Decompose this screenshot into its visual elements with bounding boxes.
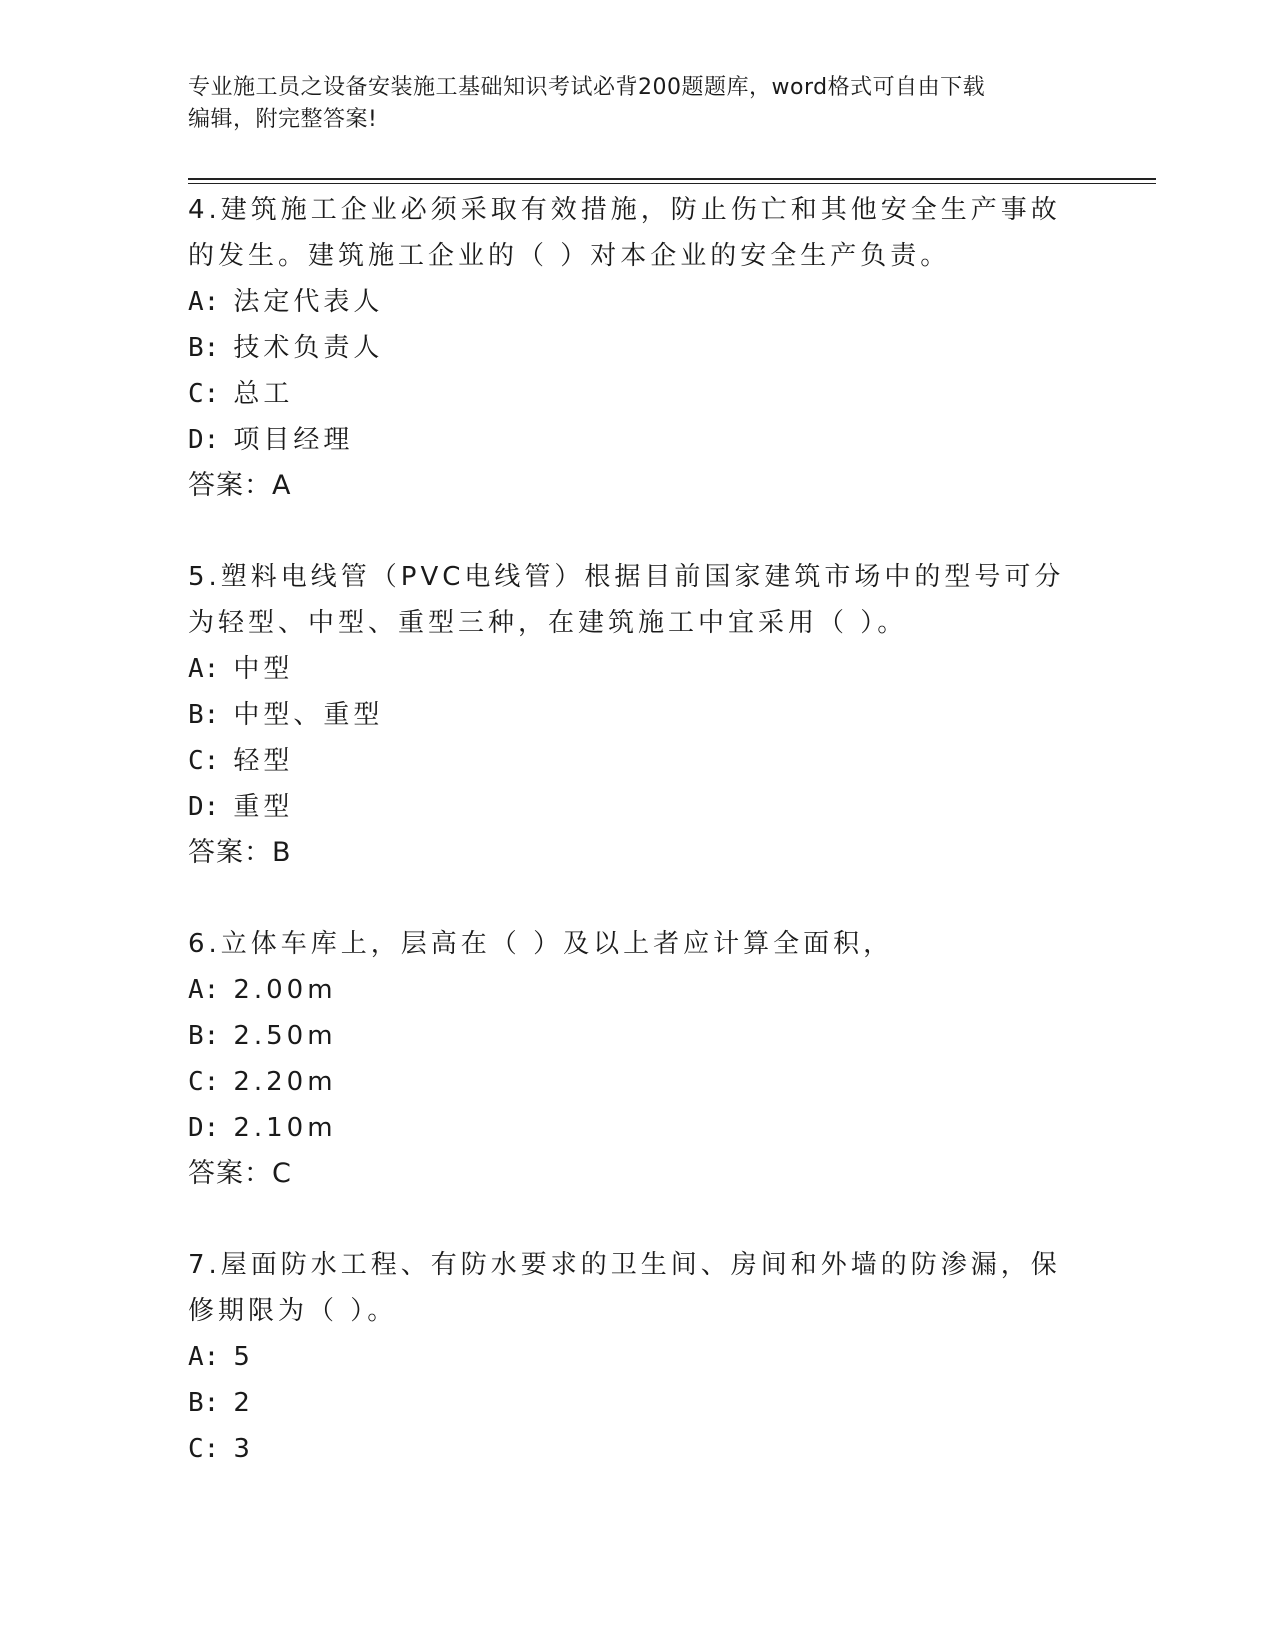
option-text: 总工 [233,379,294,409]
option-letter: D: [188,1113,220,1143]
question-stem: 7.屋面防水工程、有防水要求的卫生间、房间和外墙的防渗漏，保修期限为（ ）。 [188,1250,1061,1326]
header-line-2: 编辑，附完整答案! [188,107,378,132]
question-4 [188,187,1088,509]
option-a [188,279,1088,325]
option-letter: A: [188,975,220,1005]
option-a [188,1334,1088,1380]
option-letter: C: [188,1067,220,1097]
answer-value: A [272,470,292,501]
option-text: 中型 [233,654,294,684]
option-letter: B: [188,700,220,730]
option-letter: B: [188,1388,220,1418]
option-b [188,692,1088,738]
option-text: 项目经理 [233,425,354,455]
option-letter: D: [188,425,220,455]
option-b [188,1013,1088,1059]
option-text: 轻型 [233,746,294,776]
option-letter: A: [188,287,220,317]
option-text: 2 [233,1388,254,1418]
option-letter: A: [188,1342,220,1372]
option-text: 2.00m [233,975,337,1005]
answer-value: B [272,837,292,868]
option-a [188,967,1088,1013]
option-text: 中型、重型 [233,700,384,730]
option-a [188,646,1088,692]
option-b [188,1380,1088,1426]
answer-line [188,1151,1088,1197]
option-text: 2.10m [233,1113,337,1143]
answer-label: 答案： [188,837,272,868]
question-stem: 4.建筑施工企业必须采取有效措施，防止伤亡和其他安全生产事故的发生。建筑施工企业的（ ）对本企业的安全生产负责。 [188,195,1061,271]
question-stem: 5.塑料电线管（PVC电线管）根据目前国家建筑市场中的型号可分为轻型、中型、重型三种，在建筑施工中宜采用（ ）。 [188,562,1065,638]
option-text: 重型 [233,792,294,822]
option-c [188,738,1088,784]
answer-label: 答案： [188,470,272,501]
option-text: 2.20m [233,1067,337,1097]
option-d [188,784,1088,830]
option-letter: D: [188,792,220,822]
option-letter: B: [188,1021,220,1051]
option-b [188,325,1088,371]
option-text: 2.50m [233,1021,337,1051]
question-list [188,187,1088,1517]
question-5 [188,554,1088,876]
option-letter: B: [188,333,220,363]
header-divider-thin [188,183,1156,184]
question-6 [188,921,1088,1197]
option-c [188,1059,1088,1105]
option-text: 法定代表人 [233,287,384,317]
header-divider-thick [188,178,1156,180]
option-letter: A: [188,654,220,684]
answer-value: C [272,1158,292,1189]
option-c [188,371,1088,417]
option-d [188,417,1088,463]
answer-line [188,463,1088,509]
option-letter: C: [188,1434,220,1464]
answer-label: 答案： [188,1158,272,1189]
option-text: 5 [233,1342,254,1372]
answer-line [188,830,1088,876]
question-7 [188,1242,1088,1472]
option-letter: C: [188,746,220,776]
option-c [188,1426,1088,1472]
document-header [188,72,1068,136]
question-stem: 6.立体车库上，层高在（ ）及以上者应计算全面积， [188,929,894,959]
header-line-1: 专业施工员之设备安装施工基础知识考试必背200题题库，word格式可自由下载 [188,75,986,100]
option-text: 技术负责人 [233,333,384,363]
option-letter: C: [188,379,220,409]
option-d [188,1105,1088,1151]
option-text: 3 [233,1434,254,1464]
